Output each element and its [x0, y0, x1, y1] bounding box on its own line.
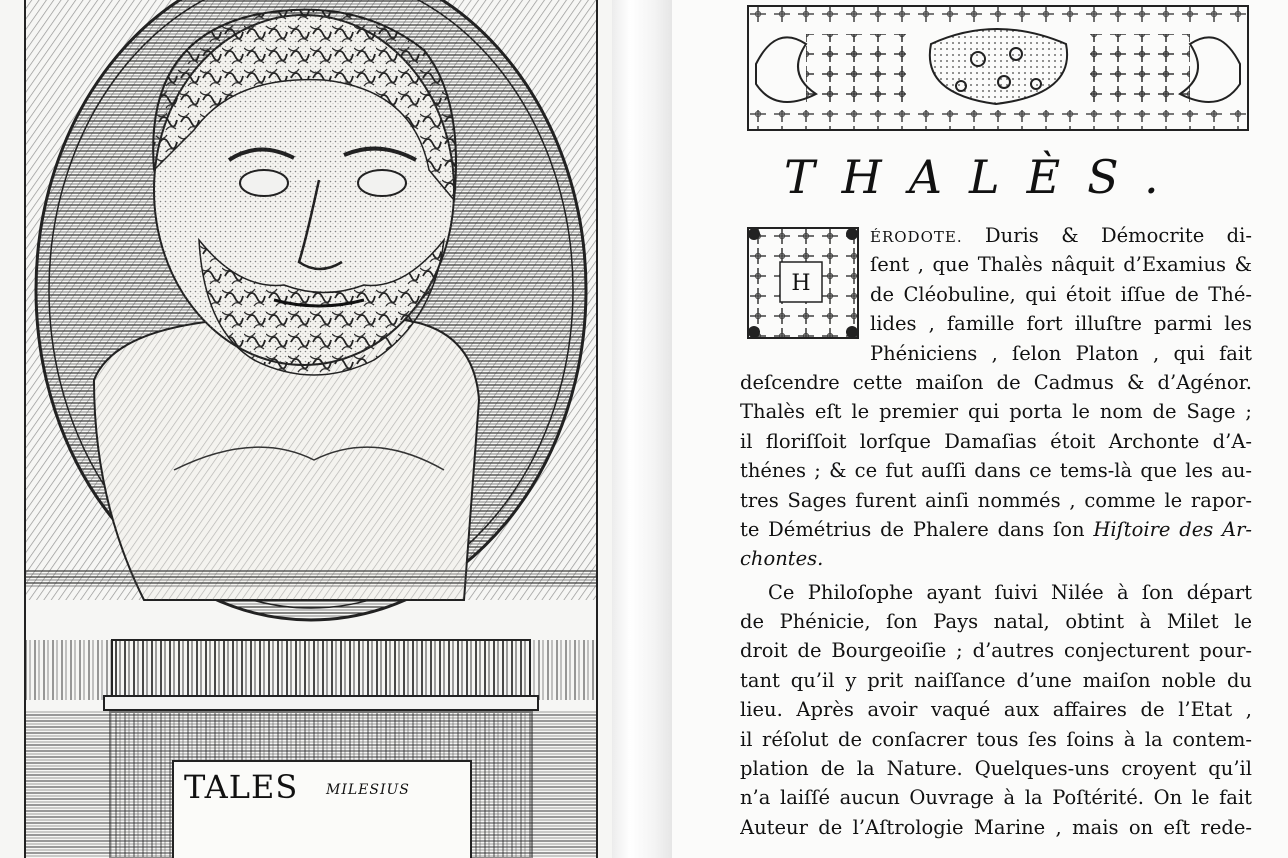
text-line: lieu. Après avoir vaqué aux affaires de l’Etat , — [740, 698, 1252, 722]
text-line — [870, 221, 1252, 250]
text-line: Phéniciens , ſelon Platon , qui fait — [870, 341, 1252, 365]
text-line — [740, 544, 1252, 573]
text-line: il floriſſoit lorſque Damaſias étoit Archonte d’A- — [740, 429, 1252, 453]
dropcap-letter: H — [791, 271, 811, 296]
text-line: droit de Bourgeoiſie ; d’autres conjecturent pour- — [740, 639, 1252, 663]
text-line: tres Sages furent ainſi nommés , comme le rapor- — [740, 488, 1252, 512]
text-line: Thalès eſt le premier qui porta le nom de Sage ; — [740, 400, 1252, 424]
text-line: il réſolut de conſacrer tous ſes ſoins à la contem- — [740, 727, 1252, 751]
body-text — [740, 221, 1252, 842]
ornamental-headpiece — [746, 4, 1250, 132]
text-line: tant qu’il y prit naiſſance d’une maiſon noble du — [740, 668, 1252, 692]
frame-line-left — [24, 0, 26, 858]
text-line: deſcendre cette maiſon de Cadmus & d’Agénor. — [740, 370, 1252, 394]
text-line: n’a laiſſé aucun Ouvrage à la Poſtérité. On le fait — [740, 786, 1252, 810]
text-italic: chontes. — [740, 547, 824, 571]
text-line: de Phénicie, ſon Pays natal, obtint à Milet le — [740, 610, 1252, 634]
text-line: ſent , que Thalès nâquit d’Examius & — [870, 253, 1252, 277]
left-page — [0, 0, 612, 858]
right-page — [672, 0, 1288, 858]
frame-line-right — [596, 0, 598, 858]
caption-plate — [172, 760, 472, 858]
page-title: THALÈS. — [784, 150, 1186, 204]
text-span: te Démétrius de Phalere dans ſon — [740, 517, 1094, 541]
text-line — [740, 515, 1252, 544]
text-line: thénes ; & ce fut auſſi dans ce tems-là que les au- — [740, 459, 1252, 483]
text-line: lides , famille fort illuſtre parmi les — [870, 312, 1252, 336]
caption-main: TALES — [184, 768, 299, 806]
text-italic: Hiſtoire des Ar- — [1093, 517, 1252, 541]
caption-sub: MILESIUS — [326, 782, 410, 798]
bust-engraving — [24, 0, 598, 858]
text-span: Duris & Démocrite di- — [962, 224, 1252, 247]
text-line: de Cléobuline, qui étoit iſſue de Thé- — [870, 282, 1252, 306]
book-gutter — [612, 0, 672, 858]
text-smallcaps: ÉRODOTE. — [870, 228, 963, 246]
text-line: Ce Philoſophe ayant ſuivi Nilée à ſon départ — [768, 580, 1252, 604]
text-line: plation de la Nature. Quelques-uns croyent qu’il — [740, 757, 1252, 781]
text-line: Auteur de l’Aſtrologie Marine , mais on eſt rede- — [740, 815, 1252, 839]
